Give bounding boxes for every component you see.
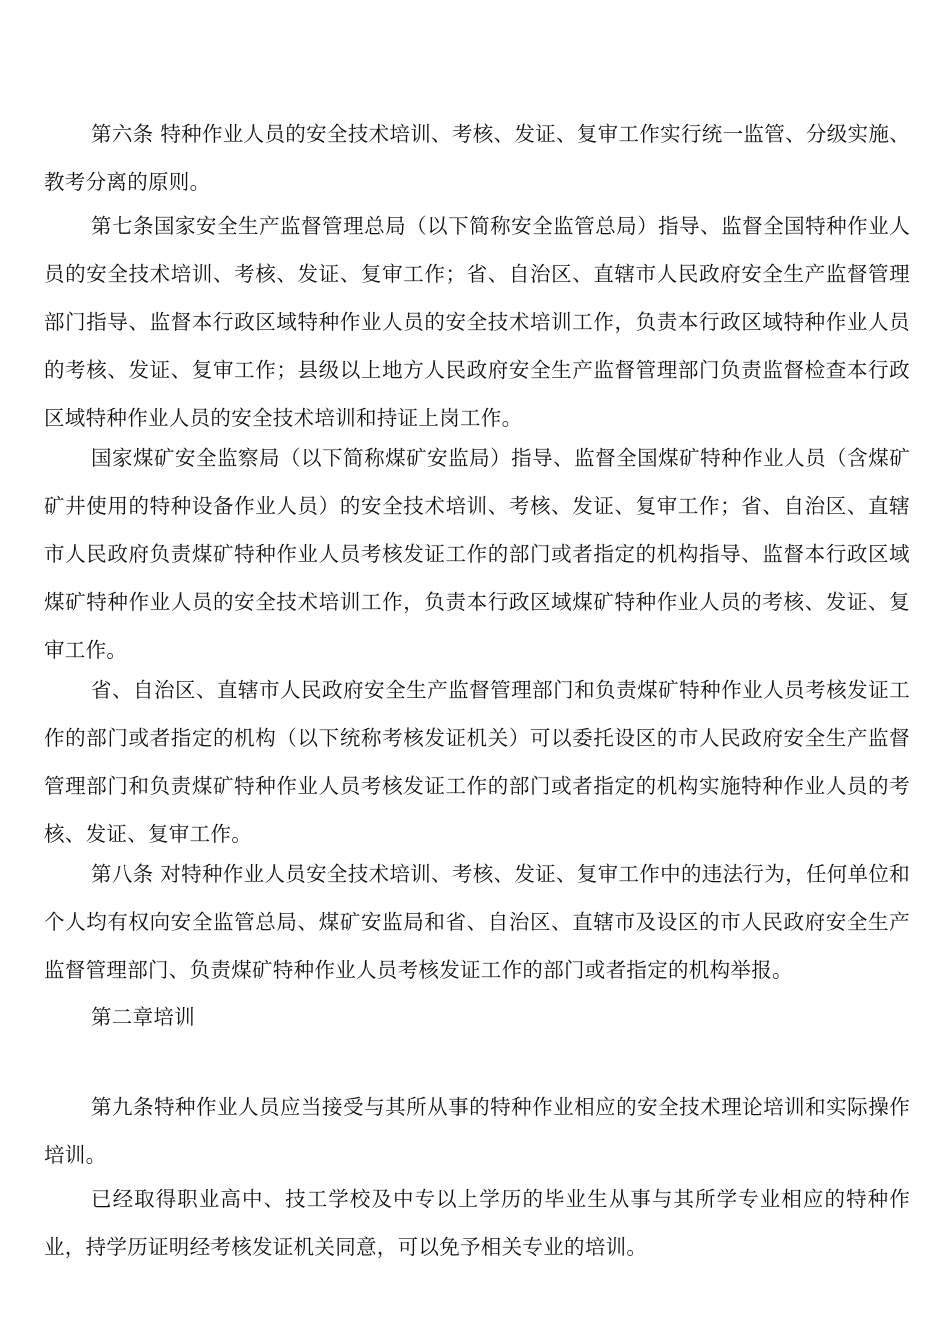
article-6-paragraph: 第六条 特种作业人员的安全技术培训、考核、发证、复审工作实行统一监管、分级实施、教考分离的原则。 xyxy=(44,122,910,194)
chapter-2-heading: 第二章培训 xyxy=(91,1005,195,1029)
coal-mine-supervision-paragraph: 国家煤矿安全监察局（以下简称煤矿安监局）指导、监督全国煤矿特种作业人员（含煤矿矿井使用的特种设备作业人员）的安全技术培训、考核、发证、复审工作；省、自治区、直辖市人民政府负责煤矿特种作业人员考核发证工作的部门或者指定的机构指导、监督本行政区域煤矿特种作业人员的安全技术培训工作，负责本行政区域煤矿特种作业人员的考核、发证、复审工作。 xyxy=(44,446,910,662)
training-exemption-paragraph: 已经取得职业高中、技工学校及中专以上学历的毕业生从事与其所学专业相应的特种作业，持学历证明经考核发证机关同意，可以免予相关专业的培训。 xyxy=(44,1187,910,1259)
article-8-paragraph: 第八条 对特种作业人员安全技术培训、考核、发证、复审工作中的违法行为，任何单位和个人均有权向安全监管总局、煤矿安监局和省、自治区、直辖市及设区的市人民政府安全生产监督管理部门、负责煤矿特种作业人员考核发证工作的部门或者指定的机构举报。 xyxy=(44,862,910,982)
article-9-paragraph: 第九条特种作业人员应当接受与其所从事的特种作业相应的安全技术理论培训和实际操作培训。 xyxy=(44,1095,910,1167)
article-7-paragraph: 第七条国家安全生产监督管理总局（以下简称安全监管总局）指导、监督全国特种作业人员的安全技术培训、考核、发证、复审工作；省、自治区、直辖市人民政府安全生产监督管理部门指导、监督本行政区域特种作业人员的安全技术培训工作，负责本行政区域特种作业人员的考核、发证、复审工作；县级以上地方人民政府安全生产监督管理部门负责监督检查本行政区域特种作业人员的安全技术培训和持证上岗工作。 xyxy=(44,214,910,430)
delegation-paragraph: 省、自治区、直辖市人民政府安全生产监督管理部门和负责煤矿特种作业人员考核发证工作的部门或者指定的机构（以下统称考核发证机关）可以委托设区的市人民政府安全生产监督管理部门和负责煤矿特种作业人员考核发证工作的部门或者指定的机构实施特种作业人员的考核、发证、复审工作。 xyxy=(44,678,910,846)
